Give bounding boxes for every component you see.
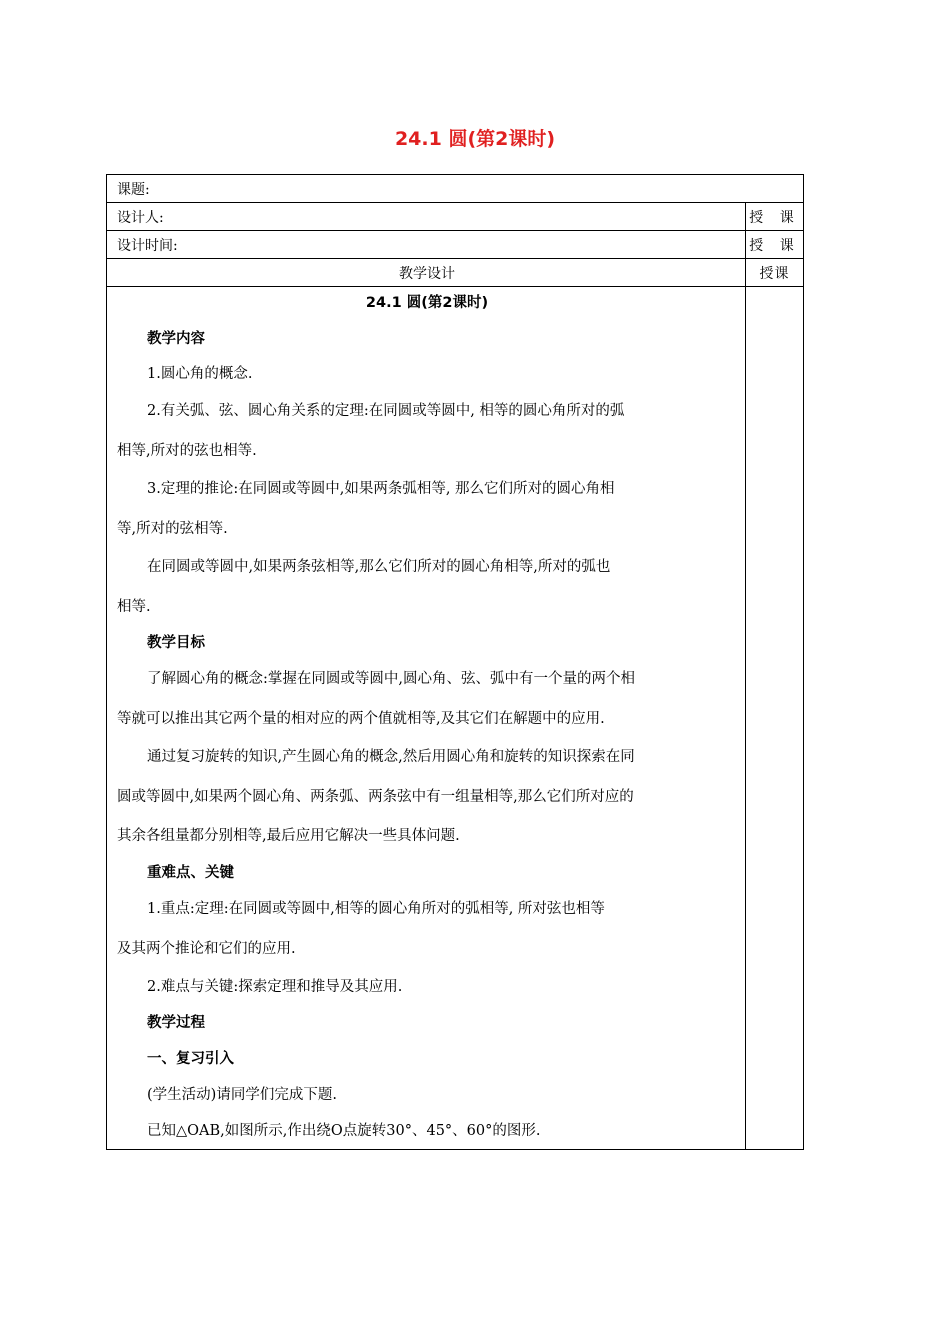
text-line: 等,所对的弦相等. [117,521,228,537]
time-right-cell: 授 课 [745,231,803,258]
designer-right-cell: 授 课 [745,203,803,230]
text-line: 在同圆或等圆中,如果两条弦相等,那么它们所对的圆心角相等,所对的弧也 [147,559,611,575]
section-heading: 教学内容 [147,331,205,347]
text-line: 其余各组量都分别相等,最后应用它解决一些具体问题. [117,828,460,844]
text-line: 等就可以推出其它两个量的相对应的两个值就相等,及其它们在解题中的应用. [117,711,605,727]
page-title: 24.1 圆(第2课时) [394,128,556,150]
section-heading: 教学目标 [147,635,205,651]
text-line: 相等. [117,599,151,615]
text-line: 及其两个推论和它们的应用. [117,941,296,957]
designer-row [107,203,803,231]
content-heading: 24.1 圆(第2课时) [365,295,489,311]
text-line: 2.难点与关键:探索定理和推导及其应用. [147,979,403,995]
topic-row [107,175,803,203]
text-line: 1.圆心角的概念. [147,366,253,382]
text-line: 相等,所对的弦也相等. [117,443,257,459]
topic-label: 课题: [117,182,150,198]
text-line: 1.重点:定理:在同圆或等圆中,相等的圆心角所对的弧相等, 所对弦也相等 [147,901,605,917]
text-line: (学生活动)请同学们完成下题. [147,1087,337,1103]
design-label: 教学设计 [399,266,455,282]
text-line: 圆或等圆中,如果两个圆心角、两条弧、两条弦中有一组量相等,那么它们所对应的 [117,789,634,805]
section-heading: 教学过程 [147,1015,205,1031]
section-heading: 重难点、关键 [147,865,234,881]
section-heading: 一、复习引入 [147,1051,234,1067]
text-line: 已知△OAB,如图所示,作出绕O点旋转30°、45°、60°的图形. [147,1123,541,1139]
time-row [107,231,803,259]
time-label: 设计时间: [117,238,178,254]
design-row [107,259,803,287]
design-right-cell: 授课 [745,259,803,286]
text-line: 通过复习旋转的知识,产生圆心角的概念,然后用圆心角和旋转的知识探索在同 [147,749,635,765]
lesson-plan-table [106,174,804,1150]
text-line: 2.有关弧、弦、圆心角关系的定理:在同圆或等圆中, 相等的圆心角所对的弧 [147,403,625,419]
text-line: 了解圆心角的概念:掌握在同圆或等圆中,圆心角、弦、弧中有一个量的两个相 [147,671,635,687]
designer-label: 设计人: [117,210,164,226]
text-line: 3.定理的推论:在同圆或等圆中,如果两条弧相等, 那么它们所对的圆心角相 [147,481,615,497]
